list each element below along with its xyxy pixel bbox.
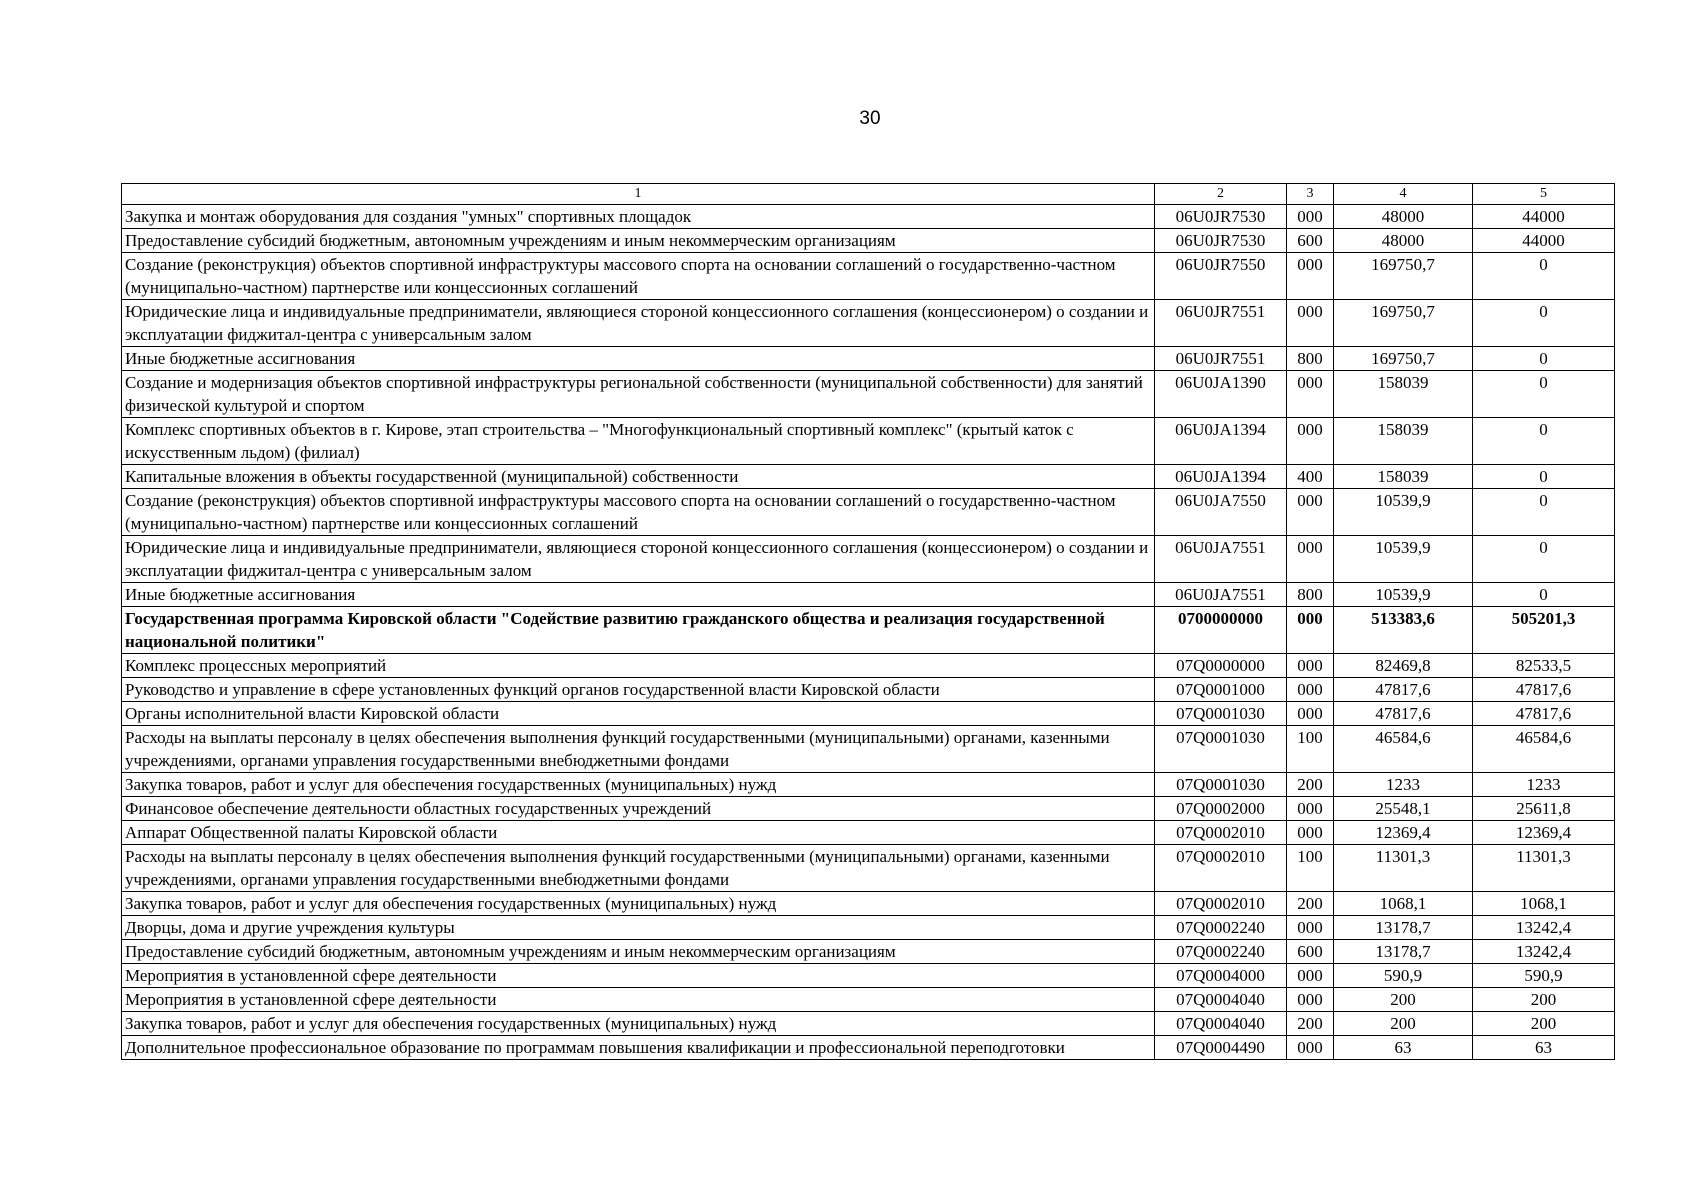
row-kind-cell: 600 bbox=[1287, 940, 1334, 964]
row-kind-cell: 400 bbox=[1287, 465, 1334, 489]
row-name-cell: Юридические лица и индивидуальные предприниматели, являющиеся стороной концессионного соглашения (концессионером) о создании и эксплуатации фиджитал-центра с универсальным залом bbox=[122, 300, 1155, 347]
table-row bbox=[122, 607, 1615, 654]
row-value-2-cell: 0 bbox=[1473, 347, 1615, 371]
row-code-cell: 07Q0004040 bbox=[1155, 988, 1287, 1012]
row-kind-cell: 000 bbox=[1287, 797, 1334, 821]
table-row bbox=[122, 702, 1615, 726]
budget-table bbox=[121, 183, 1615, 1060]
row-code-cell: 07Q0001030 bbox=[1155, 773, 1287, 797]
row-value-2-cell: 0 bbox=[1473, 253, 1615, 300]
row-kind-cell: 800 bbox=[1287, 347, 1334, 371]
row-value-1-cell: 82469,8 bbox=[1334, 654, 1473, 678]
row-kind-cell: 000 bbox=[1287, 702, 1334, 726]
row-value-1-cell: 158039 bbox=[1334, 465, 1473, 489]
table-row bbox=[122, 489, 1615, 536]
row-kind-cell: 100 bbox=[1287, 845, 1334, 892]
row-code-cell: 07Q0002240 bbox=[1155, 916, 1287, 940]
row-value-1-cell: 12369,4 bbox=[1334, 821, 1473, 845]
row-code-cell: 06U0JA1394 bbox=[1155, 465, 1287, 489]
row-value-1-cell: 10539,9 bbox=[1334, 583, 1473, 607]
row-value-2-cell: 13242,4 bbox=[1473, 940, 1615, 964]
table-row bbox=[122, 845, 1615, 892]
row-kind-cell: 000 bbox=[1287, 964, 1334, 988]
row-value-1-cell: 10539,9 bbox=[1334, 536, 1473, 583]
row-value-2-cell: 11301,3 bbox=[1473, 845, 1615, 892]
row-code-cell: 06U0JR7530 bbox=[1155, 205, 1287, 229]
row-code-cell: 06U0JA7550 bbox=[1155, 489, 1287, 536]
row-code-cell: 06U0JA1394 bbox=[1155, 418, 1287, 465]
row-kind-cell: 000 bbox=[1287, 371, 1334, 418]
table-row bbox=[122, 916, 1615, 940]
row-name-cell: Создание (реконструкция) объектов спортивной инфраструктуры массового спорта на основании соглашений о государственно-частном (муниципально-частном) партнерстве или концессионных соглашений bbox=[122, 253, 1155, 300]
row-code-cell: 07Q0002000 bbox=[1155, 797, 1287, 821]
row-code-cell: 07Q0004040 bbox=[1155, 1012, 1287, 1036]
row-value-1-cell: 169750,7 bbox=[1334, 253, 1473, 300]
row-name-cell: Иные бюджетные ассигнования bbox=[122, 583, 1155, 607]
row-code-cell: 07Q0004490 bbox=[1155, 1036, 1287, 1060]
table-body bbox=[122, 205, 1615, 1060]
table-row bbox=[122, 773, 1615, 797]
row-name-cell: Государственная программа Кировской области "Содействие развитию гражданского общества и реализация государственной национальной политики" bbox=[122, 607, 1155, 654]
row-value-1-cell: 46584,6 bbox=[1334, 726, 1473, 773]
row-code-cell: 0700000000 bbox=[1155, 607, 1287, 654]
row-name-cell: Дополнительное профессиональное образование по программам повышения квалификации и профессиональной переподготовки bbox=[122, 1036, 1155, 1060]
row-code-cell: 06U0JR7551 bbox=[1155, 347, 1287, 371]
header-cell-5: 5 bbox=[1473, 184, 1615, 205]
row-kind-cell: 200 bbox=[1287, 773, 1334, 797]
table-row bbox=[122, 205, 1615, 229]
row-kind-cell: 000 bbox=[1287, 821, 1334, 845]
header-row bbox=[122, 184, 1615, 205]
row-kind-cell: 100 bbox=[1287, 726, 1334, 773]
row-value-2-cell: 1233 bbox=[1473, 773, 1615, 797]
row-name-cell: Закупка и монтаж оборудования для создания "умных" спортивных площадок bbox=[122, 205, 1155, 229]
row-name-cell: Финансовое обеспечение деятельности областных государственных учреждений bbox=[122, 797, 1155, 821]
row-name-cell: Мероприятия в установленной сфере деятельности bbox=[122, 964, 1155, 988]
row-name-cell: Предоставление субсидий бюджетным, автономным учреждениям и иным некоммерческим организациям bbox=[122, 229, 1155, 253]
row-value-1-cell: 513383,6 bbox=[1334, 607, 1473, 654]
row-value-2-cell: 0 bbox=[1473, 300, 1615, 347]
row-value-1-cell: 1233 bbox=[1334, 773, 1473, 797]
table-row bbox=[122, 726, 1615, 773]
row-code-cell: 06U0JA7551 bbox=[1155, 583, 1287, 607]
table-row bbox=[122, 892, 1615, 916]
table-row bbox=[122, 465, 1615, 489]
row-code-cell: 07Q0002010 bbox=[1155, 821, 1287, 845]
table-row bbox=[122, 371, 1615, 418]
row-kind-cell: 000 bbox=[1287, 988, 1334, 1012]
row-kind-cell: 200 bbox=[1287, 1012, 1334, 1036]
row-name-cell: Закупка товаров, работ и услуг для обеспечения государственных (муниципальных) нужд bbox=[122, 892, 1155, 916]
row-value-2-cell: 590,9 bbox=[1473, 964, 1615, 988]
row-value-2-cell: 0 bbox=[1473, 489, 1615, 536]
row-name-cell: Органы исполнительной власти Кировской области bbox=[122, 702, 1155, 726]
row-value-1-cell: 13178,7 bbox=[1334, 916, 1473, 940]
row-name-cell: Мероприятия в установленной сфере деятельности bbox=[122, 988, 1155, 1012]
row-name-cell: Комплекс процессных мероприятий bbox=[122, 654, 1155, 678]
row-value-1-cell: 48000 bbox=[1334, 205, 1473, 229]
row-name-cell: Комплекс спортивных объектов в г. Кирове, этап строительства – "Многофункциональный спортивный комплекс" (крытый каток с искусственным льдом) (филиал) bbox=[122, 418, 1155, 465]
row-value-2-cell: 47817,6 bbox=[1473, 678, 1615, 702]
table-row bbox=[122, 583, 1615, 607]
row-name-cell: Расходы на выплаты персоналу в целях обеспечения выполнения функций государственными (муниципальными) органами, казенными учреждениями, органами управления государственными внебюджетными фондами bbox=[122, 845, 1155, 892]
row-kind-cell: 000 bbox=[1287, 205, 1334, 229]
row-kind-cell: 000 bbox=[1287, 654, 1334, 678]
header-cell-1: 1 bbox=[122, 184, 1155, 205]
row-kind-cell: 000 bbox=[1287, 607, 1334, 654]
row-value-1-cell: 13178,7 bbox=[1334, 940, 1473, 964]
row-value-2-cell: 1068,1 bbox=[1473, 892, 1615, 916]
row-value-2-cell: 0 bbox=[1473, 465, 1615, 489]
row-name-cell: Дворцы, дома и другие учреждения культуры bbox=[122, 916, 1155, 940]
row-name-cell: Создание и модернизация объектов спортивной инфраструктуры региональной собственности (муниципальной собственности) для занятий физической культурой и спортом bbox=[122, 371, 1155, 418]
row-value-2-cell: 0 bbox=[1473, 583, 1615, 607]
table-row bbox=[122, 988, 1615, 1012]
table-row bbox=[122, 418, 1615, 465]
table-row bbox=[122, 536, 1615, 583]
row-name-cell: Предоставление субсидий бюджетным, автономным учреждениям и иным некоммерческим организациям bbox=[122, 940, 1155, 964]
row-kind-cell: 800 bbox=[1287, 583, 1334, 607]
table-row bbox=[122, 300, 1615, 347]
header-cell-2: 2 bbox=[1155, 184, 1287, 205]
row-kind-cell: 000 bbox=[1287, 253, 1334, 300]
row-value-1-cell: 200 bbox=[1334, 1012, 1473, 1036]
table-row bbox=[122, 797, 1615, 821]
row-value-1-cell: 158039 bbox=[1334, 418, 1473, 465]
row-value-1-cell: 10539,9 bbox=[1334, 489, 1473, 536]
table-row bbox=[122, 1036, 1615, 1060]
table-row bbox=[122, 229, 1615, 253]
row-value-2-cell: 13242,4 bbox=[1473, 916, 1615, 940]
row-code-cell: 07Q0001000 bbox=[1155, 678, 1287, 702]
table-row bbox=[122, 940, 1615, 964]
row-value-2-cell: 12369,4 bbox=[1473, 821, 1615, 845]
row-code-cell: 06U0JR7530 bbox=[1155, 229, 1287, 253]
row-code-cell: 07Q0002240 bbox=[1155, 940, 1287, 964]
row-kind-cell: 000 bbox=[1287, 536, 1334, 583]
row-code-cell: 07Q0002010 bbox=[1155, 892, 1287, 916]
row-value-1-cell: 47817,6 bbox=[1334, 702, 1473, 726]
row-value-2-cell: 63 bbox=[1473, 1036, 1615, 1060]
row-value-2-cell: 200 bbox=[1473, 1012, 1615, 1036]
row-code-cell: 07Q0001030 bbox=[1155, 702, 1287, 726]
header-cell-3: 3 bbox=[1287, 184, 1334, 205]
row-code-cell: 06U0JR7550 bbox=[1155, 253, 1287, 300]
row-name-cell: Юридические лица и индивидуальные предприниматели, являющиеся стороной концессионного соглашения (концессионером) о создании и эксплуатации фиджитал-центра с универсальным залом bbox=[122, 536, 1155, 583]
row-value-2-cell: 0 bbox=[1473, 536, 1615, 583]
row-name-cell: Создание (реконструкция) объектов спортивной инфраструктуры массового спорта на основании соглашений о государственно-частном (муниципально-частном) партнерстве или концессионных соглашений bbox=[122, 489, 1155, 536]
row-code-cell: 06U0JR7551 bbox=[1155, 300, 1287, 347]
row-value-2-cell: 82533,5 bbox=[1473, 654, 1615, 678]
row-value-1-cell: 25548,1 bbox=[1334, 797, 1473, 821]
table-row bbox=[122, 654, 1615, 678]
row-value-1-cell: 11301,3 bbox=[1334, 845, 1473, 892]
row-value-2-cell: 47817,6 bbox=[1473, 702, 1615, 726]
row-value-1-cell: 590,9 bbox=[1334, 964, 1473, 988]
row-code-cell: 06U0JA7551 bbox=[1155, 536, 1287, 583]
row-value-2-cell: 46584,6 bbox=[1473, 726, 1615, 773]
row-kind-cell: 000 bbox=[1287, 300, 1334, 347]
row-kind-cell: 000 bbox=[1287, 1036, 1334, 1060]
row-code-cell: 07Q0004000 bbox=[1155, 964, 1287, 988]
row-value-2-cell: 25611,8 bbox=[1473, 797, 1615, 821]
row-value-2-cell: 0 bbox=[1473, 418, 1615, 465]
row-kind-cell: 000 bbox=[1287, 489, 1334, 536]
table-row bbox=[122, 678, 1615, 702]
row-value-1-cell: 48000 bbox=[1334, 229, 1473, 253]
row-value-2-cell: 0 bbox=[1473, 371, 1615, 418]
row-kind-cell: 000 bbox=[1287, 678, 1334, 702]
row-value-1-cell: 63 bbox=[1334, 1036, 1473, 1060]
row-value-1-cell: 1068,1 bbox=[1334, 892, 1473, 916]
row-code-cell: 07Q0002010 bbox=[1155, 845, 1287, 892]
row-value-2-cell: 200 bbox=[1473, 988, 1615, 1012]
row-value-2-cell: 44000 bbox=[1473, 205, 1615, 229]
row-value-1-cell: 158039 bbox=[1334, 371, 1473, 418]
row-code-cell: 07Q0000000 bbox=[1155, 654, 1287, 678]
page-number: 30 bbox=[859, 108, 881, 129]
row-name-cell: Закупка товаров, работ и услуг для обеспечения государственных (муниципальных) нужд bbox=[122, 1012, 1155, 1036]
table-row bbox=[122, 821, 1615, 845]
table-row bbox=[122, 1012, 1615, 1036]
row-value-1-cell: 169750,7 bbox=[1334, 347, 1473, 371]
row-kind-cell: 000 bbox=[1287, 916, 1334, 940]
row-name-cell: Закупка товаров, работ и услуг для обеспечения государственных (муниципальных) нужд bbox=[122, 773, 1155, 797]
row-value-2-cell: 505201,3 bbox=[1473, 607, 1615, 654]
row-code-cell: 06U0JA1390 bbox=[1155, 371, 1287, 418]
row-name-cell: Аппарат Общественной палаты Кировской области bbox=[122, 821, 1155, 845]
row-kind-cell: 600 bbox=[1287, 229, 1334, 253]
row-value-1-cell: 47817,6 bbox=[1334, 678, 1473, 702]
row-name-cell: Расходы на выплаты персоналу в целях обеспечения выполнения функций государственными (муниципальными) органами, казенными учреждениями, органами управления государственными внебюджетными фондами bbox=[122, 726, 1155, 773]
row-name-cell: Капитальные вложения в объекты государственной (муниципальной) собственности bbox=[122, 465, 1155, 489]
row-name-cell: Иные бюджетные ассигнования bbox=[122, 347, 1155, 371]
row-name-cell: Руководство и управление в сфере установленных функций органов государственной власти Кировской области bbox=[122, 678, 1155, 702]
row-value-2-cell: 44000 bbox=[1473, 229, 1615, 253]
row-code-cell: 07Q0001030 bbox=[1155, 726, 1287, 773]
row-kind-cell: 000 bbox=[1287, 418, 1334, 465]
table-row bbox=[122, 347, 1615, 371]
row-kind-cell: 200 bbox=[1287, 892, 1334, 916]
row-value-1-cell: 169750,7 bbox=[1334, 300, 1473, 347]
row-value-1-cell: 200 bbox=[1334, 988, 1473, 1012]
table-row bbox=[122, 964, 1615, 988]
table-row bbox=[122, 253, 1615, 300]
header-cell-4: 4 bbox=[1334, 184, 1473, 205]
